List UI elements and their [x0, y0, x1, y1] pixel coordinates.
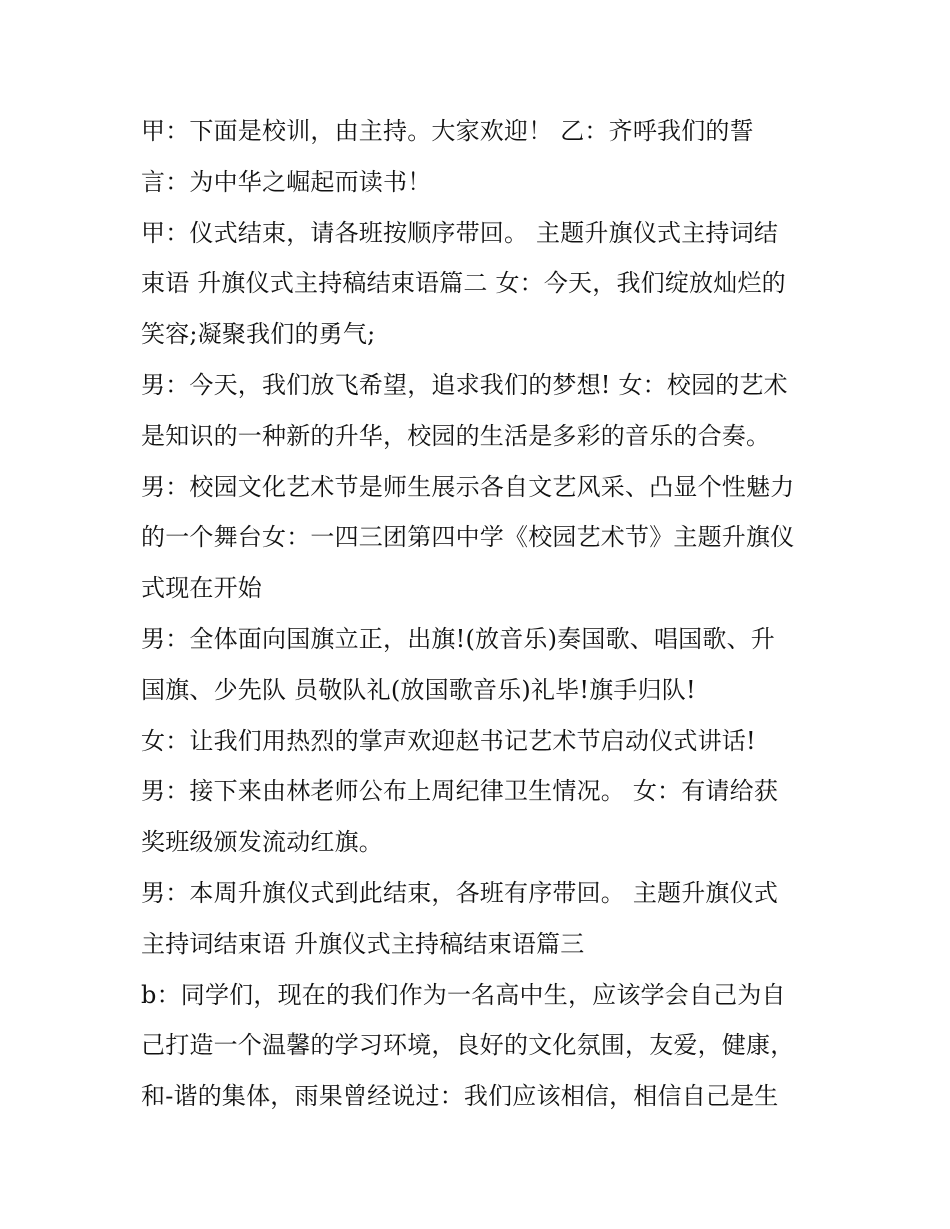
text-line: b：同学们，现在的我们作为一名高中生，应该学会自己为自 — [141, 980, 786, 1009]
text-line: 主持词结束语 升旗仪式主持稿结束语篇三 — [141, 929, 585, 958]
text-line: 男：全体面向国旗立正，出旗!(放音乐)奏国歌、唱国歌、升 — [141, 624, 775, 653]
text-line: 言：为中华之崛起而读书！ — [141, 167, 432, 196]
text-line: 女：让我们用热烈的掌声欢迎赵书记艺术节启动仪式讲话! — [141, 726, 756, 755]
text-line: 男：校园文化艺术节是师生展示各自文艺风采、凸显个性魅力 — [141, 472, 795, 501]
text-line: 和-谐的集体，雨果曾经说过：我们应该相信，相信自己是生 — [141, 1082, 779, 1111]
text-line: 己打造一个温馨的学习环境，良好的文化氛围，友爱，健康， — [141, 1031, 795, 1060]
document-body — [141, 111, 821, 1127]
text-line: 是知识的一种新的升华，校园的生活是多彩的音乐的合奏。 — [141, 421, 771, 450]
text-line: 男：本周升旗仪式到此结束，各班有序带回。 主题升旗仪式 — [141, 878, 779, 907]
text-line: 甲：仪式结束，请各班按顺序带回。 主题升旗仪式主持词结 — [141, 218, 779, 247]
text-line: 男：今天，我们放飞希望，追求我们的梦想! 女：校园的艺术 — [141, 370, 788, 399]
text-line: 奖班级颁发流动红旗。 — [141, 828, 383, 857]
text-line: 男：接下来由林老师公布上周纪律卫生情况。 女：有请给获 — [141, 777, 779, 806]
text-line: 笑容;凝聚我们的勇气; — [141, 320, 376, 349]
text-line: 甲：下面是校训，由主持。大家欢迎！ 乙：齐呼我们的誓 — [141, 117, 754, 145]
text-line: 的一个舞台女：一四三团第四中学《校园艺术节》主题升旗仪 — [141, 523, 795, 552]
text-line: 式现在开始 — [141, 574, 262, 603]
text-line: 束语 升旗仪式主持稿结束语篇二 女：今天，我们绽放灿烂的 — [141, 269, 786, 298]
text-line: 国旗、少先队 员敬队礼(放国歌音乐)礼毕!旗手归队! — [141, 675, 696, 704]
